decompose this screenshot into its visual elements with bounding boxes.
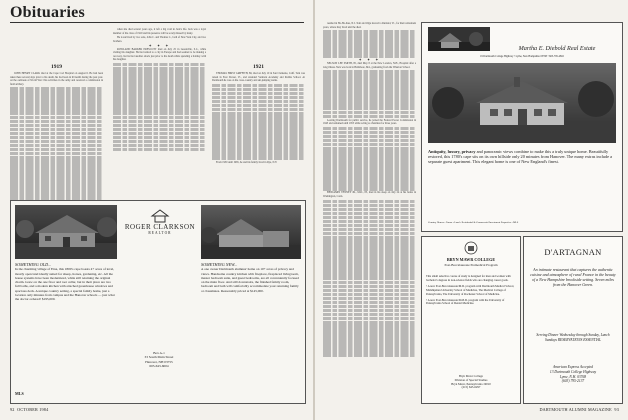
diebold-copy-body: and panoramic views combine to make this a truly unique home. Beautifully restored, this 1780's cape sits on its own hillside only 20 minutes from Hanover. The many extras include a separate guest apartment. This elegant home is one of New England's finest. — [428, 149, 612, 165]
obit-column-1 — [10, 72, 103, 201]
obit-smith-more: Leaving Dartmouth for public service, he joined the Federal Power Commission in 1943 and remained until 1955 while acting as chairman for three years. — [323, 118, 416, 126]
dartagnan-ad[interactable] — [523, 236, 623, 404]
house-image — [15, 205, 117, 259]
obit-column-3 — [212, 72, 305, 165]
year-heading-1919: 1919 — [51, 64, 62, 70]
obit-column-2 — [113, 28, 206, 152]
title-rule — [10, 22, 304, 23]
dartagnan-town: Lyme, N.H. 03768 — [559, 374, 587, 379]
separator-stars: ✦ ✦ ✦ — [148, 43, 171, 49]
bryn-mawr-subtitle: Post-Baccalaureate Premedical Program — [444, 263, 498, 267]
contact-line-3: Bryn Mawr, Pennsylvania 19010 — [451, 381, 491, 386]
issue-date: OCTOBER 1984 — [17, 407, 49, 412]
obit-1921: THOMAS HIRST GRIFFITH, 86, died on July 10 in San Clemente, Calif. Tom was raised in East Dorset, Vt., and attended Vermont Academy and Peddie School. At Dartmouth he was on the cross-country and ski-jumping teams. — [212, 72, 305, 83]
contact-phone: (215) 645-6297 — [461, 385, 481, 390]
dartagnan-cards: American Express Accepted — [552, 365, 594, 369]
obit-1919-col2-lead: when she died several years ago, it left a big void in Jack's life. Jack was a loyal member of the class of 1919 and his presence will be sorely missed by many. — [113, 28, 206, 35]
bryn-mawr-contact — [426, 375, 516, 390]
year-heading-1921: 1921 — [253, 64, 264, 70]
clarkson-tagline: REALTOR — [148, 231, 172, 235]
obit-benjamin: BENJAMIN TENNEY JR., M.D., 85, died in his sleep on July 24 at his home in Washington, Conn. — [323, 191, 416, 199]
diebold-house-photo — [428, 63, 616, 143]
diebold-copy-lead: Antiquity, luxury, privacy — [428, 149, 476, 154]
modern-house-image — [201, 205, 301, 259]
something-old-heading: SOMETHING OLD... — [15, 262, 52, 267]
contact-line-2: Division of Special Studies — [454, 377, 488, 382]
diebold-name: Martha E. Diebold Real Estate — [518, 45, 596, 52]
landscape-image — [428, 27, 490, 51]
right-page — [315, 0, 628, 420]
dartagnan-contact — [530, 365, 616, 384]
house-logo-icon — [150, 209, 170, 223]
something-old-body: In the charming village of Etna, this 1800's cape boasts 4+ acres of level, mostly open land ideally suited for sheep, horses, gardening, etc. All the house systems have been modernized, while still retaining the original charm. Grew on the one floor and root cellar, but in their place are two full baths, and a modern kitchen with attached greenhouse windows and spacious deck. A unique country setting, a special family home, just a location only minutes from campus and the Hanover schools — just what the doctor ordered! $195,000. — [15, 267, 115, 302]
clarkson-ad[interactable] — [10, 200, 306, 404]
obit-nelson: NELSON LEE SMITH, 85, died May 8 at the New London, N.H., Hospital after a long illness. Nels was born in Baltimore, Md., graduating from the Wharton School. — [323, 61, 416, 69]
bryn-mawr-bullet-1: • A new Post-Baccalaureate/M.D. program with Dartmouth Medical School, Midshipman University School of Medicine, The Medical College of Pennsylvania, The University of Rochester School of Medicine. — [426, 284, 515, 296]
page-number-left — [10, 407, 48, 412]
diebold-copy — [428, 149, 616, 165]
bryn-mawr-body-text: This small selective course of study is designed for men and women with bachelor's degrees in non-science fields who are changing career goals. — [426, 274, 511, 282]
new-house-photo — [201, 205, 301, 259]
separator-stars-right: ✦ ✦ ✦ — [358, 57, 381, 63]
magazine-name: DARTMOUTH ALUMNI MAGAZINE — [539, 407, 612, 412]
address-line-1: Box A-1 — [153, 351, 165, 355]
diebold-address: 19 Dartmouth College Highway • Lyme, New Hampshire 03768 • 603-795-4816 — [480, 55, 564, 58]
bryn-mawr-body — [426, 275, 516, 306]
right-page-number: 93 — [614, 407, 619, 412]
contact-line-1: Bryn Mawr College — [459, 374, 483, 378]
dartagnan-title: D'ARTAGNAN — [544, 247, 602, 257]
obit-1921-more: From 1930 until 1965, he and his family lived in Rye, N.Y. — [216, 160, 278, 164]
obit-rowland: ROWLAND BARKER PRESCOTT died on July 25 in Greenville, S.C., while visiting his daughter. He had retired to a city in Europe and had seemed to be making a recovery, but he had another attack just prior to his death while spending a holiday with his daughter. — [113, 47, 206, 62]
diebold-ad[interactable] — [421, 22, 623, 232]
something-new-body: A one owner Dartmouth alumnus' home on 10+ acres of privacy and views. Handsome country kitchen with fireplace, fireplaced livingroom, master bedroom suite, and guest bedrooms, are all conveniently focused on the main floor. And still downstairs, the finished family room, bedroom and bath will comfortably accommodate your returning family or classmates. Reasonably priced at $145,000. — [201, 267, 299, 293]
mls-logo: MLS — [15, 391, 24, 396]
dartagnan-hours: Serving Dinner Wednesday through Sunday, Lunch Sundays RESERVATIONS ESSENTIAL — [536, 333, 610, 342]
obit-1919-col2-more: He is survived by two sons, John C. and Thomas C., both of New York City, and two brothers. — [113, 36, 206, 43]
page-number-right — [515, 407, 619, 412]
clarkson-right-copy — [201, 263, 301, 293]
bryn-mawr-bullet-2: • A new Post-Baccalaureate/D.M.D. program with the University of Pennsylvania School of Dental Medicine. — [426, 297, 505, 306]
section-title: Obituaries — [10, 4, 85, 21]
obit-column-right-1 — [323, 22, 416, 357]
clarkson-address — [123, 351, 195, 368]
dartagnan-phone: (603) 795-2137 — [561, 379, 585, 384]
left-page — [0, 0, 313, 420]
dartagnan-intro: An intimate restaurant that captures the authentic cuisine and atmosphere of rural France in the beauty of a New Hampshire brookside setting. Seven miles from the Hanover Green. — [530, 267, 616, 287]
something-new-heading: SOMETHING NEW... — [201, 262, 238, 267]
college-seal-icon — [464, 241, 478, 255]
cape-house-image — [428, 63, 616, 143]
old-house-photo — [15, 205, 117, 259]
left-page-number: 92 — [10, 407, 15, 412]
clarkson-brand: ROGER CLARKSON — [124, 223, 196, 231]
clarkson-left-copy — [15, 263, 115, 302]
dartagnan-address: 13 Dartmouth College Highway — [549, 369, 597, 374]
address-line-3: Hanover, NH 03755 — [145, 359, 173, 364]
phone-number: 603-643-6004 — [149, 363, 169, 368]
diebold-top-photo — [428, 27, 490, 51]
diebold-footer: Country Homes • Farms • Land • Residential & Commercial Investment Properties • MLS — [428, 221, 519, 224]
clarkson-logo-block — [123, 209, 197, 249]
obit-col1-top: resided in Ho-Ho-Kus, N.J. Tom and Olga moved to Rutland, Vt., for their retirement years, where they lived until he died. — [323, 22, 416, 29]
address-line-2: 33 South Main Street — [144, 355, 174, 360]
bryn-mawr-title: BRYN MAWR COLLEGE — [446, 257, 496, 262]
bryn-mawr-ad[interactable] — [421, 236, 521, 404]
obit-1919-lead: JOHN HENRY CLARK died at the Cape Cod Hospital on August 6. He had been taken there several days prior to his death, his bad been in ill health during the past year. At the outbreak of World War I his activities in the army and received a commission in field artillery. — [10, 72, 103, 86]
